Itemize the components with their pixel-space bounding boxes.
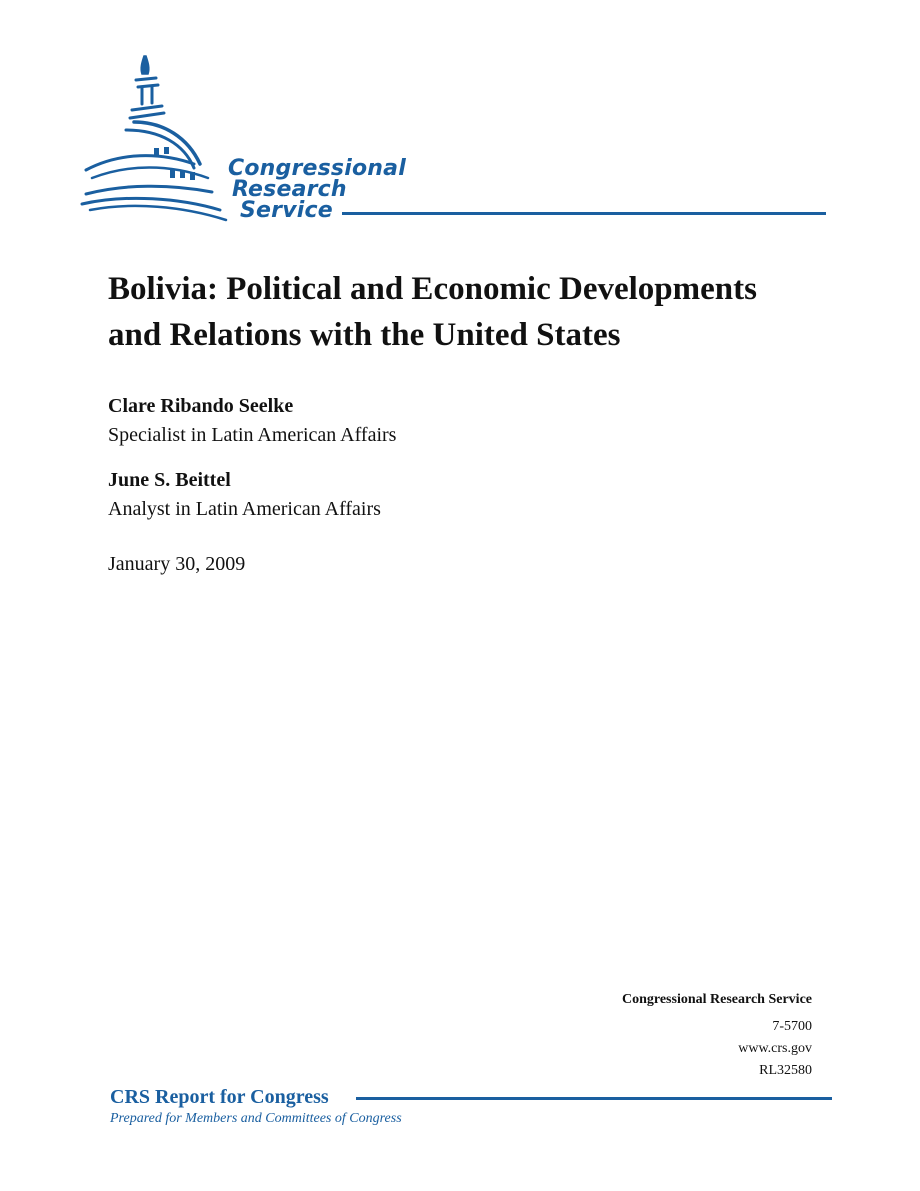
author-2-name: June S. Beittel [108,469,231,491]
capitol-dome-icon [80,52,250,227]
crs-logo [80,52,840,227]
title-line-2: and Relations with the United States [108,317,621,353]
author-1-role: Specialist in Latin American Affairs [108,424,397,446]
meta-website-link[interactable]: www.crs.gov [738,1041,812,1056]
footer-rule [356,1097,832,1100]
meta-order-code: 7-5700 [772,1019,812,1034]
crs-report-subtitle: Prepared for Members and Committees of Congress [110,1111,402,1126]
logo-rule [342,212,826,215]
report-title [108,266,848,358]
logo-text-service: Service [240,198,333,223]
logo-text-congressional: Congressional [228,156,406,181]
report-date: January 30, 2009 [108,553,246,575]
logo-text-research: Research [232,177,347,202]
meta-org: Congressional Research Service [621,992,812,1007]
author-2-role: Analyst in Latin American Affairs [108,498,381,520]
crs-report-heading: CRS Report for Congress [110,1086,329,1108]
title-line-1: Bolivia: Political and Economic Developments [108,271,757,307]
author-1-name: Clare Ribando Seelke [108,395,294,417]
meta-report-number: RL32580 [759,1063,812,1078]
